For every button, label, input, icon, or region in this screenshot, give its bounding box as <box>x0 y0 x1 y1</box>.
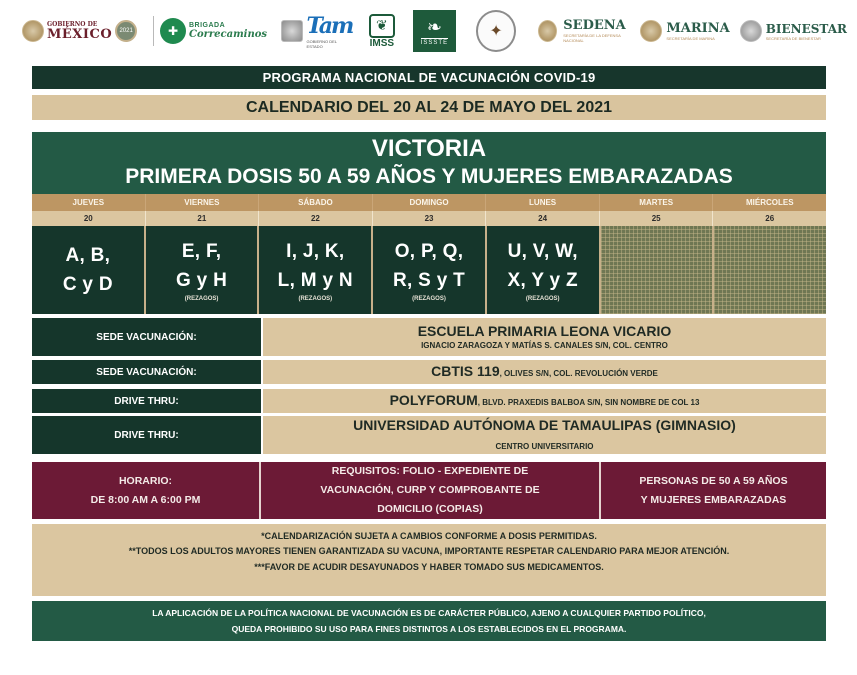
letter-group-cell <box>487 226 601 314</box>
note-line: ***FAVOR DE ACUDIR DESAYUNADOS Y HABER TOMADO SUS MEDICAMENTOS. <box>254 562 604 572</box>
gobierno-mexico-logo <box>22 20 137 42</box>
site-name: ESCUELA PRIMARIA LEONA VICARIO <box>417 323 672 339</box>
letter-line: E, F, <box>181 241 222 262</box>
national-seal-icon <box>22 20 44 42</box>
site-row <box>32 389 826 413</box>
surname-letter-row <box>32 226 826 314</box>
legal-line: QUEDA PROHIBIDO SU USO PARA FINES DISTINTOS A LOS ESTABLECIDOS EN EL PROGRAMA. <box>231 624 627 634</box>
site-label: SEDE VACUNACIÓN: <box>32 318 261 356</box>
letter-line: X, Y y Z <box>507 270 578 291</box>
date-number: 26 <box>765 214 775 223</box>
weekday-label: DOMINGO <box>373 194 487 211</box>
population-line: Y MUJERES EMBARAZADAS <box>640 493 787 506</box>
hours-label: HORARIO: <box>118 474 173 487</box>
date-number: 25 <box>600 211 714 226</box>
marina-logo <box>640 20 729 42</box>
site-label: DRIVE THRU: <box>32 416 261 454</box>
imss-text: IMSS <box>369 37 395 49</box>
date-number: 20 <box>32 211 146 226</box>
year-badge-icon: 2021 <box>115 20 137 42</box>
letter-line: U, V, W, <box>507 241 578 262</box>
issste-logo <box>413 10 456 52</box>
logo-divider <box>153 16 154 46</box>
date-number: 24 <box>486 211 600 226</box>
letter-line: R, S y T <box>392 270 466 291</box>
tam-wordmark: Tam <box>306 13 353 39</box>
site-name: CBTIS 119 <box>431 363 500 379</box>
tamaulipas-seal-icon <box>281 20 302 42</box>
weekday-label: MIÉRCOLES <box>745 198 794 207</box>
hours-value: DE 8:00 AM A 6:00 PM <box>90 493 201 506</box>
date-number: 23 <box>373 211 487 226</box>
bienestar-seal-icon <box>740 20 762 42</box>
roadrunner-icon: ✚ <box>160 18 186 44</box>
site-value <box>263 389 826 413</box>
legal-disclaimer <box>32 601 826 641</box>
bienestar-name: BIENESTAR <box>765 21 847 36</box>
note-line: **TODOS LOS ADULTOS MAYORES TIENEN GARANTIZADA SU VACUNA, IMPORTANTE RESPETAR CALENDARIO PARA MEJOR ATENCIÓN. <box>128 546 730 556</box>
site-row <box>32 318 826 356</box>
site-value <box>263 318 826 356</box>
weekday-label: SÁBADO <box>259 194 373 211</box>
requirements-line: REQUISITOS: FOLIO - EXPEDIENTE DE <box>331 465 529 477</box>
marina-sub: SECRETARÍA DE MARINA <box>666 35 715 41</box>
city-title-block <box>32 132 826 194</box>
notes-block <box>32 524 826 596</box>
requirements-cell <box>261 462 601 519</box>
site-address: CENTRO UNIVERSITARIO <box>495 442 594 451</box>
dose-group-subtitle: PRIMERA DOSIS 50 A 59 AÑOS Y MUJERES EMBARAZADAS <box>125 165 733 188</box>
schedule-hours-cell <box>32 462 261 519</box>
sedena-seal-icon <box>538 20 557 42</box>
site-value <box>263 360 826 384</box>
eagle-icon: ✦ <box>489 23 503 40</box>
requirements-line: DOMICILIO (COPIAS) <box>377 503 483 515</box>
issste-emblem-icon: ❧ <box>426 17 442 37</box>
gobierno-top-text: GOBIERNO DE <box>47 21 98 28</box>
letter-group-cell <box>373 226 487 314</box>
date-number: 21 <box>146 211 260 226</box>
rezagos-note: (REZAGOS) <box>412 296 446 302</box>
imss-logo <box>369 14 395 49</box>
weekday-label: MARTES <box>600 194 714 211</box>
marina-name: MARINA <box>666 20 730 36</box>
bienestar-logo <box>740 20 847 42</box>
eagle-seal-logo <box>476 10 516 52</box>
brigada-top-text: BRIGADA <box>189 22 226 29</box>
site-row <box>32 416 826 454</box>
site-address: , OLIVES S/N, COL. REVOLUCIÓN VERDE <box>499 369 658 378</box>
letter-group-cell <box>259 226 373 314</box>
site-name: UNIVERSIDAD AUTÓNOMA DE TAMAULIPAS (GIMNASIO) <box>353 417 736 433</box>
logo-strip <box>0 0 857 62</box>
requirements-line: VACUNACIÓN, CURP Y COMPROBANTE DE <box>320 484 540 496</box>
imss-emblem-icon: ❦ <box>369 14 395 38</box>
rezagos-note: (REZAGOS) <box>184 296 219 302</box>
letter-line: C y D <box>62 274 113 295</box>
letter-line: L, M y N <box>277 270 353 291</box>
letter-line: A, B, <box>65 245 111 266</box>
brigada-bottom-text: Correcaminos <box>189 29 268 40</box>
site-label: DRIVE THRU: <box>32 389 261 413</box>
weekday-label: LUNES <box>486 194 600 211</box>
site-label: SEDE VACUNACIÓN: <box>32 360 261 384</box>
date-number-row <box>32 211 826 226</box>
letter-group-cell <box>146 226 260 314</box>
weekday-label: VIERNES <box>146 194 260 211</box>
weekday-header-row <box>32 194 826 211</box>
letter-line: O, P, Q, <box>394 241 464 262</box>
rezagos-note: (REZAGOS) <box>525 296 560 302</box>
calendar-dates-band: CALENDARIO DEL 20 AL 24 DE MAYO DEL 2021 <box>32 95 826 120</box>
letter-line: G y H <box>176 270 228 291</box>
letter-line: I, J, K, <box>286 241 345 262</box>
sedena-logo <box>538 19 630 43</box>
tam-subtext: GOBIERNO DEL ESTADO <box>306 39 337 49</box>
site-name: POLYFORUM <box>389 392 478 408</box>
site-address: , BLVD. PRAXEDIS BALBOA S/N, SIN NOMBRE DE COL 13 <box>477 398 700 407</box>
weekday-label: JUEVES <box>32 194 146 211</box>
program-title-band: PROGRAMA NACIONAL DE VACUNACIÓN COVID-19 <box>32 66 826 89</box>
legal-line: LA APLICACIÓN DE LA POLÍTICA NACIONAL DE VACUNACIÓN ES DE CARÁCTER PÚBLICO, AJENO A CUALQUIER PARTIDO POLÍTICO, <box>152 608 706 618</box>
issste-text: ISSSTE <box>420 40 449 46</box>
site-value <box>263 416 826 454</box>
marina-seal-icon <box>640 20 662 42</box>
tamaulipas-logo <box>281 13 353 49</box>
population-line: PERSONAS DE 50 A 59 AÑOS <box>639 474 788 487</box>
note-line: *CALENDARIZACIÓN SUJETA A CAMBIOS CONFORME A DOSIS PERMITIDAS. <box>261 531 597 541</box>
sedena-sub: SECRETARÍA DE LA DEFENSA NACIONAL <box>563 33 621 43</box>
bienestar-sub: SECRETARÍA DE BIENESTAR <box>765 35 821 41</box>
info-row <box>32 462 826 519</box>
rezagos-note: (REZAGOS) <box>298 296 333 302</box>
date-number: 22 <box>259 211 373 226</box>
city-name: VICTORIA <box>371 135 487 162</box>
target-population-cell <box>601 462 826 519</box>
letter-group-cell <box>32 226 146 314</box>
gobierno-bottom-text: MÉXICO <box>47 27 113 42</box>
site-row <box>32 360 826 384</box>
empty-pattern-cell <box>714 226 826 314</box>
site-address: IGNACIO ZARAGOZA Y MATÍAS S. CANALES S/N, COL. CENTRO <box>421 341 668 350</box>
empty-pattern-cell <box>601 226 715 314</box>
brigada-correcaminos-logo <box>160 18 267 44</box>
sedena-name: SEDENA <box>563 18 626 33</box>
